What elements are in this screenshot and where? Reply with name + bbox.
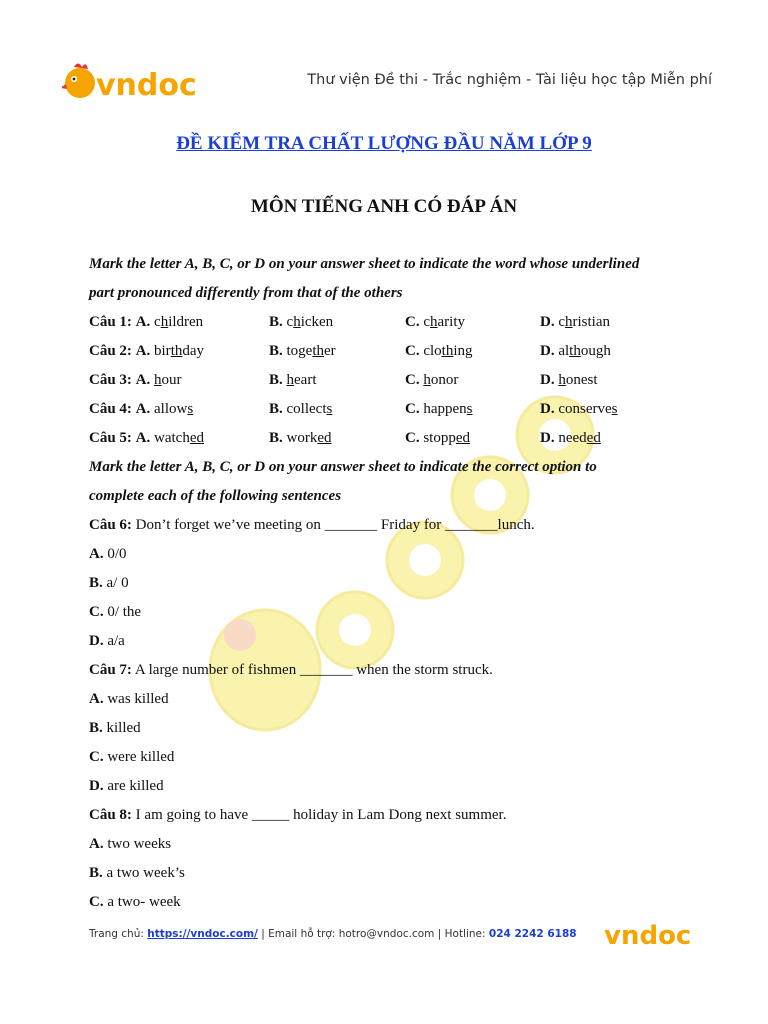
option-letter: D. — [540, 372, 555, 388]
option-letter: A. — [135, 314, 151, 330]
answer-option[interactable] — [269, 424, 332, 453]
footer-home-label: Trang chủ: — [89, 928, 144, 940]
question-text: Don’t forget we’ve meeting on _______ Friday for _______lunch. — [135, 517, 535, 533]
question-row — [89, 308, 689, 337]
question-label: Câu 6: — [89, 517, 132, 533]
option-letter: B. — [89, 720, 103, 736]
question-label: Câu 8: — [89, 807, 132, 823]
answer-option[interactable] — [269, 366, 317, 395]
option-letter: A. — [135, 372, 151, 388]
answer-option[interactable] — [89, 830, 689, 859]
option-word-end: day — [182, 343, 205, 359]
option-text: two weeks — [107, 836, 172, 852]
option-underlined-part: ed — [586, 430, 601, 446]
option-text: a two- week — [107, 894, 181, 910]
answer-option[interactable] — [540, 395, 618, 424]
option-word-end: our — [161, 372, 182, 388]
option-letter: C. — [89, 604, 104, 620]
option-letter: D. — [540, 401, 555, 417]
option-word-start: allow — [154, 401, 188, 417]
option-text: 0/ the — [107, 604, 142, 620]
option-letter: A. — [89, 836, 104, 852]
option-word-end: arity — [437, 314, 466, 330]
option-letter: B. — [269, 401, 283, 417]
option-underlined-part: h — [293, 314, 301, 330]
answer-option[interactable] — [269, 395, 332, 424]
option-word-start: need — [558, 430, 587, 446]
answer-option[interactable] — [405, 366, 458, 395]
option-letter: C. — [405, 401, 420, 417]
option-text: a two week’s — [106, 865, 185, 881]
option-word-start: happen — [423, 401, 467, 417]
footer-vndoc-logo — [604, 920, 699, 950]
answer-option[interactable] — [89, 395, 193, 424]
answer-option[interactable] — [89, 772, 689, 801]
option-underlined-part: s — [326, 401, 333, 417]
question-row — [89, 424, 689, 453]
instruction-2-line-2: complete each of the following sentences — [89, 488, 342, 504]
option-word-end: ing — [453, 343, 473, 359]
option-letter: C. — [89, 894, 104, 910]
option-word-end: eart — [294, 372, 317, 388]
instruction-1-line-1: Mark the letter A, B, C, or D on your answer sheet to indicate the word whose underlined — [89, 256, 640, 272]
option-underlined-part: s — [611, 401, 618, 417]
option-letter: A. — [89, 691, 104, 707]
option-text: a/ 0 — [106, 575, 129, 591]
option-letter: C. — [405, 343, 420, 359]
option-letter: D. — [540, 430, 555, 446]
answer-option[interactable] — [89, 424, 204, 453]
answer-option[interactable] — [89, 569, 689, 598]
option-underlined-part: h — [558, 372, 566, 388]
question-stem — [89, 656, 689, 685]
option-letter: D. — [540, 343, 555, 359]
option-underlined-part: h — [160, 314, 169, 330]
answer-option[interactable] — [89, 859, 689, 888]
option-letter: A. — [135, 401, 151, 417]
question-text: A large number of fishmen _______ when the storm struck. — [134, 662, 493, 678]
option-text: 0/0 — [107, 546, 127, 562]
answer-option[interactable] — [89, 627, 689, 656]
page-header — [62, 58, 712, 108]
option-word-start: toge — [286, 343, 313, 359]
answer-option[interactable] — [540, 337, 611, 366]
option-letter: B. — [269, 430, 283, 446]
answer-option[interactable] — [89, 366, 182, 395]
answer-option[interactable] — [269, 337, 336, 366]
option-underlined-part: h — [286, 372, 295, 388]
option-underlined-part: th — [441, 343, 454, 359]
answer-option[interactable] — [89, 337, 204, 366]
answer-option[interactable] — [89, 714, 689, 743]
answer-option[interactable] — [405, 308, 465, 337]
answer-option[interactable] — [269, 308, 333, 337]
answer-option[interactable] — [405, 424, 470, 453]
option-text: were killed — [107, 749, 175, 765]
question-label: Câu 7: — [89, 662, 132, 678]
option-word-end: icken — [300, 314, 334, 330]
answer-option[interactable] — [89, 540, 689, 569]
option-letter: D. — [89, 633, 104, 649]
answer-option[interactable] — [89, 888, 689, 917]
answer-option[interactable] — [89, 308, 203, 337]
question-label: Câu 2: — [89, 343, 132, 359]
footer-hotline: 024 2242 6188 — [488, 928, 577, 940]
answer-option[interactable] — [540, 308, 610, 337]
option-underlined-part: ed — [317, 430, 332, 446]
footer-home-link[interactable]: https://vndoc.com/ — [147, 928, 258, 940]
option-underlined-part: h — [423, 372, 431, 388]
option-letter: B. — [89, 865, 103, 881]
option-word-start: c — [423, 314, 431, 330]
option-letter: C. — [405, 430, 420, 446]
question-row — [89, 366, 689, 395]
question-row — [89, 395, 689, 424]
option-word-end: onor — [430, 372, 459, 388]
option-letter: B. — [269, 372, 283, 388]
question-text: I am going to have _____ holiday in Lam Dong next summer. — [135, 807, 507, 823]
option-underlined-part: ed — [189, 430, 205, 446]
option-word-start: collect — [286, 401, 327, 417]
question-label: Câu 5: — [89, 430, 132, 446]
option-text: are killed — [107, 778, 164, 794]
option-text: a/a — [107, 633, 125, 649]
option-word-end: ildren — [168, 314, 204, 330]
option-word-start: c — [558, 314, 566, 330]
question-stem — [89, 511, 689, 540]
answer-option[interactable] — [540, 424, 601, 453]
option-letter: A. — [89, 546, 104, 562]
option-letter: C. — [405, 314, 420, 330]
option-letter: A. — [135, 343, 151, 359]
page-subtitle: MÔN TIẾNG ANH CÓ ĐÁP ÁN — [250, 196, 518, 217]
option-underlined-part: h — [565, 314, 573, 330]
option-letter: C. — [89, 749, 104, 765]
answer-option[interactable] — [89, 685, 689, 714]
answer-option[interactable] — [405, 337, 473, 366]
option-word-end: onest — [565, 372, 598, 388]
exam-content — [89, 250, 689, 917]
option-letter: A. — [135, 430, 151, 446]
answer-option[interactable] — [405, 395, 473, 424]
option-text: killed — [106, 720, 141, 736]
option-word-start: c — [286, 314, 294, 330]
svg-text:vndoc: vndoc — [604, 921, 692, 950]
instruction-2-line-1: Mark the letter A, B, C, or D on your answer sheet to indicate the correct option to — [89, 459, 597, 475]
option-underlined-part: s — [466, 401, 473, 417]
question-label: Câu 4: — [89, 401, 132, 417]
option-text: was killed — [107, 691, 169, 707]
question-stem — [89, 801, 689, 830]
option-letter: C. — [405, 372, 420, 388]
page-footer — [89, 921, 719, 950]
option-word-start: clo — [423, 343, 442, 359]
option-word-start: al — [558, 343, 570, 359]
option-underlined-part: th — [569, 343, 581, 359]
option-underlined-part: h — [154, 372, 162, 388]
option-word-end: ough — [580, 343, 611, 359]
question-label: Câu 1: — [89, 314, 132, 330]
answer-option[interactable] — [89, 743, 689, 772]
option-word-start: watch — [154, 430, 190, 446]
question-row — [89, 337, 689, 366]
footer-support-text: | Email hỗ trợ: hotro@vndoc.com | Hotline: — [261, 928, 486, 940]
option-underlined-part: th — [312, 343, 325, 359]
option-letter: D. — [89, 778, 104, 794]
option-underlined-part: th — [170, 343, 183, 359]
option-word-start: bir — [154, 343, 171, 359]
answer-option[interactable] — [540, 366, 598, 395]
option-underlined-part: h — [430, 314, 438, 330]
option-word-end: ristian — [572, 314, 611, 330]
option-underlined-part: ed — [455, 430, 471, 446]
answer-option[interactable] — [89, 598, 689, 627]
option-letter: D. — [540, 314, 555, 330]
option-word-start: c — [154, 314, 161, 330]
option-underlined-part: s — [187, 401, 194, 417]
vndoc-logo — [62, 58, 212, 108]
option-word-end: er — [324, 343, 336, 359]
page-title[interactable]: ĐỀ KIỂM TRA CHẤT LƯỢNG ĐẦU NĂM LỚP 9 — [176, 133, 592, 154]
option-letter: B. — [269, 314, 283, 330]
question-label: Câu 3: — [89, 372, 132, 388]
option-word-start: conserve — [558, 401, 612, 417]
option-word-start: work — [286, 430, 318, 446]
option-word-start: stopp — [423, 430, 456, 446]
option-letter: B. — [89, 575, 103, 591]
svg-text:vndoc: vndoc — [96, 68, 197, 103]
option-letter: B. — [269, 343, 283, 359]
instruction-1-line-2: part pronounced differently from that of the others — [89, 285, 403, 301]
header-tagline: Thư viện Đề thi - Trắc nghiệm - Tài liệu học tập Miễn phí — [307, 72, 712, 88]
